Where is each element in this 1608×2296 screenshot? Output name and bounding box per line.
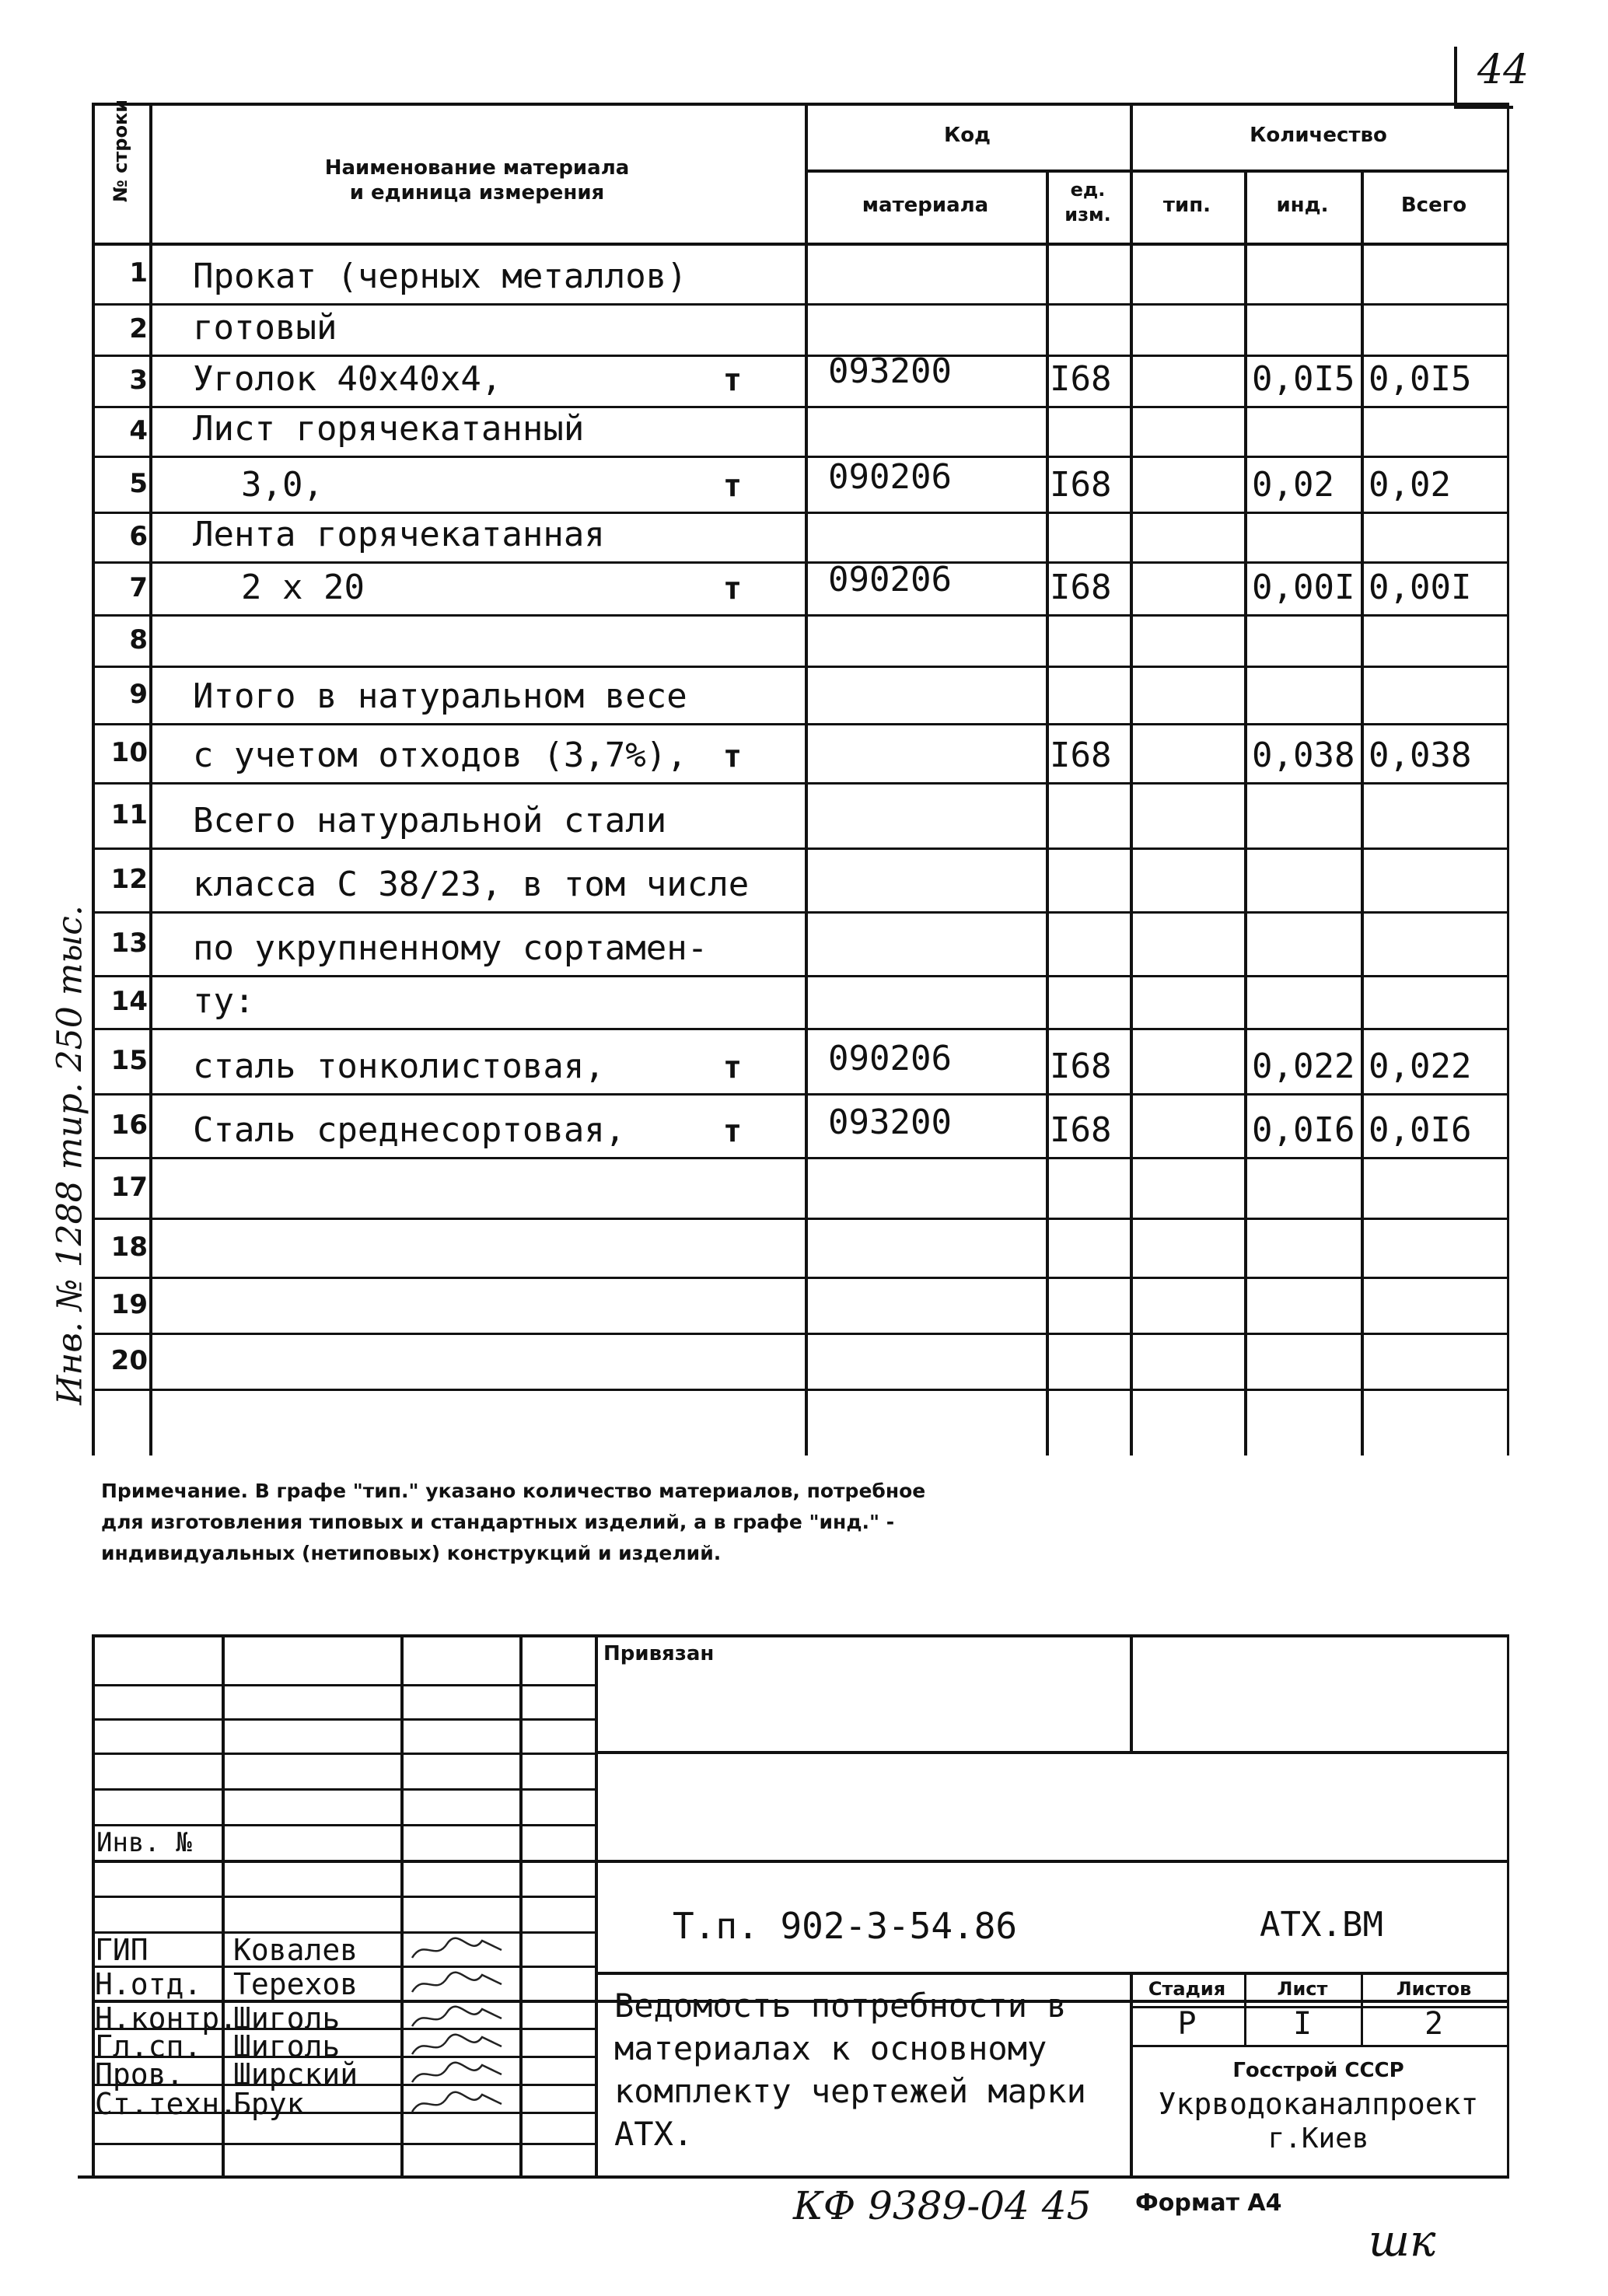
material-name: готовый xyxy=(193,308,337,348)
document-title: Ведомость потребности в материалах к основному комплекту чертежей марки АТХ. xyxy=(614,1987,1086,2153)
row-number-header: № строки xyxy=(110,99,131,203)
unit-label: т xyxy=(723,571,743,606)
row-number: 8 xyxy=(129,624,148,655)
material-name: Прокат (черных металлов) xyxy=(193,257,687,296)
row-number: 3 xyxy=(129,365,148,396)
material-name: 3,0, xyxy=(241,465,323,505)
qty-total: 0,0I6 xyxy=(1369,1110,1472,1150)
row-divider xyxy=(92,614,1507,617)
sheets-value: 2 xyxy=(1424,2006,1444,2042)
person-name: Ковалев xyxy=(233,1933,358,1967)
row-divider xyxy=(92,1333,1507,1335)
material-code: 090206 xyxy=(828,560,952,599)
role-label: Н.контр. xyxy=(95,2001,238,2036)
material-code: 090206 xyxy=(828,1039,952,1078)
person-name: Шиголь xyxy=(233,2001,341,2036)
qty-ind: 0,00I xyxy=(1252,568,1355,607)
row-number: 9 xyxy=(129,679,148,710)
material-name: по укрупненному сортамен- xyxy=(193,928,708,968)
organization-ministry: Госстрой СССР xyxy=(1232,2059,1404,2082)
qty-ind: 0,022 xyxy=(1252,1047,1355,1086)
unit-code: I68 xyxy=(1050,465,1112,505)
document-code: Т.п. 902-3-54.86 xyxy=(673,1905,1018,1947)
row-number: 17 xyxy=(110,1172,148,1203)
row-divider xyxy=(92,406,1507,408)
unit-code: I68 xyxy=(1050,568,1112,607)
material-code: 090206 xyxy=(828,457,952,497)
row-divider xyxy=(92,1389,1507,1391)
material-name: с учетом отходов (3,7%), xyxy=(193,736,687,775)
row-number: 12 xyxy=(110,864,148,895)
row-divider xyxy=(92,1277,1507,1279)
row-divider xyxy=(92,512,1507,514)
qty-ind: 0,0I6 xyxy=(1252,1110,1355,1150)
row-divider xyxy=(92,561,1507,564)
margin-inventory-note: Инв. № 1288 тир. 250 тыс. xyxy=(50,905,90,1405)
row-divider xyxy=(92,1093,1507,1096)
unit-label: т xyxy=(723,1050,743,1085)
material-name: сталь тонколистовая, xyxy=(193,1047,605,1086)
material-name: класса С 38/23, в том числе xyxy=(193,865,750,904)
role-label: Пров. xyxy=(95,2057,184,2092)
signature-icon xyxy=(408,2031,509,2062)
role-label: Ст.техн. xyxy=(95,2087,238,2121)
organization-name: Укрводоканалпроект xyxy=(1158,2087,1479,2121)
unit-label: т xyxy=(723,1113,743,1149)
qty-ind-header: инд. xyxy=(1276,194,1329,217)
qty-total: 0,02 xyxy=(1369,465,1451,505)
row-divider xyxy=(92,1218,1507,1220)
role-label: ГИП xyxy=(95,1933,149,1967)
material-name: Лист горячекатанный xyxy=(193,409,585,449)
signature-icon xyxy=(408,2003,509,2034)
unit-label: т xyxy=(723,362,743,398)
row-number: 7 xyxy=(129,572,148,603)
sheet-label: Лист xyxy=(1277,1978,1328,2000)
role-label: Н.отд. xyxy=(95,1967,202,2001)
qty-total-header: Всего xyxy=(1400,194,1467,217)
initials-mark: шк xyxy=(1369,2216,1436,2266)
inventory-number-label: Инв. № xyxy=(96,1827,192,1858)
row-number: 18 xyxy=(110,1232,148,1263)
quantity-header: Количество xyxy=(1250,124,1387,147)
note-divider xyxy=(92,1634,1507,1637)
qty-total: 0,00I xyxy=(1369,568,1472,607)
document-mark: АТХ.ВМ xyxy=(1260,1905,1383,1945)
row-number: 16 xyxy=(110,1110,148,1141)
material-name: Итого в натуральном весе xyxy=(193,676,687,716)
row-number: 1 xyxy=(129,257,148,288)
code-header: Код xyxy=(943,124,991,147)
unit-code: I68 xyxy=(1050,736,1112,775)
row-divider xyxy=(92,847,1507,850)
signature-icon xyxy=(408,2088,509,2120)
row-divider xyxy=(92,911,1507,914)
row-divider xyxy=(92,456,1507,458)
row-number: 5 xyxy=(129,468,148,499)
stage-value: Р xyxy=(1177,2006,1197,2042)
row-number: 19 xyxy=(110,1289,148,1320)
qty-ind: 0,038 xyxy=(1252,736,1355,775)
row-number: 10 xyxy=(110,737,148,768)
row-divider xyxy=(92,303,1507,306)
sheet-value: I xyxy=(1292,2006,1313,2042)
person-name: Ширский xyxy=(233,2057,358,2092)
row-number: 14 xyxy=(110,986,148,1017)
signature-icon xyxy=(408,1934,509,1966)
page-number-border xyxy=(1454,47,1457,107)
row-divider xyxy=(92,1028,1507,1030)
material-code: 093200 xyxy=(828,1103,952,1142)
row-number: 13 xyxy=(110,928,148,959)
role-label: Гл.сп. xyxy=(95,2029,202,2064)
row-number: 2 xyxy=(129,313,148,344)
qty-typ-header: тип. xyxy=(1162,194,1211,217)
organization-city: г.Киев xyxy=(1267,2123,1369,2154)
code-unit-header: ед. изм. xyxy=(1064,179,1111,225)
qty-total: 0,0I5 xyxy=(1369,359,1472,399)
qty-ind: 0,0I5 xyxy=(1252,359,1355,399)
material-name: Сталь среднесортовая, xyxy=(193,1110,626,1150)
material-code: 093200 xyxy=(828,351,952,391)
person-name: Шиголь xyxy=(233,2029,341,2064)
material-name: Уголок 40х40х4, xyxy=(193,359,502,399)
signature-icon xyxy=(408,1969,509,2000)
unit-label: т xyxy=(723,468,743,504)
unit-code: I68 xyxy=(1050,359,1112,399)
code-material-header: материала xyxy=(862,194,989,217)
signature-icon xyxy=(408,2059,509,2090)
row-divider xyxy=(92,723,1507,725)
stage-label: Стадия xyxy=(1148,1978,1226,2000)
person-name: Брук xyxy=(233,2087,305,2121)
material-name: Лента горячекатанная xyxy=(193,515,605,554)
page-number: 44 xyxy=(1477,47,1529,93)
row-number: 15 xyxy=(110,1045,148,1076)
row-divider xyxy=(92,782,1507,785)
sheets-label: Листов xyxy=(1396,1978,1472,2000)
person-name: Терехов xyxy=(233,1967,358,2001)
row-divider xyxy=(92,1157,1507,1159)
material-name: ту: xyxy=(193,981,255,1021)
row-divider xyxy=(92,975,1507,977)
row-number: 4 xyxy=(129,415,148,446)
material-name: Всего натуральной стали xyxy=(193,801,667,840)
qty-ind: 0,02 xyxy=(1252,465,1334,505)
row-number: 6 xyxy=(129,521,148,552)
linked-label: Привязан xyxy=(603,1642,715,1665)
qty-total: 0,022 xyxy=(1369,1047,1472,1086)
unit-code: I68 xyxy=(1050,1047,1112,1086)
format-label: Формат А4 xyxy=(1135,2189,1282,2217)
note-text: Примечание. В графе "тип." указано количество материалов, потребное для изготовления типовых и стандартных изделий, а в графе "инд." - индивидуальных (нетиповых) конструкций и изделий. xyxy=(101,1480,926,1564)
unit-code: I68 xyxy=(1050,1110,1112,1150)
row-divider xyxy=(92,666,1507,668)
material-name-header: Наименование материала и единица измерения xyxy=(324,156,630,204)
material-name: 2 х 20 xyxy=(241,568,365,607)
row-divider xyxy=(92,355,1507,357)
row-number: 11 xyxy=(110,799,148,830)
archive-number: КФ 9389-04 45 xyxy=(793,2183,1092,2228)
page-number-border xyxy=(1454,106,1513,109)
row-number: 20 xyxy=(110,1345,148,1376)
unit-label: т xyxy=(723,739,743,774)
qty-total: 0,038 xyxy=(1369,736,1472,775)
